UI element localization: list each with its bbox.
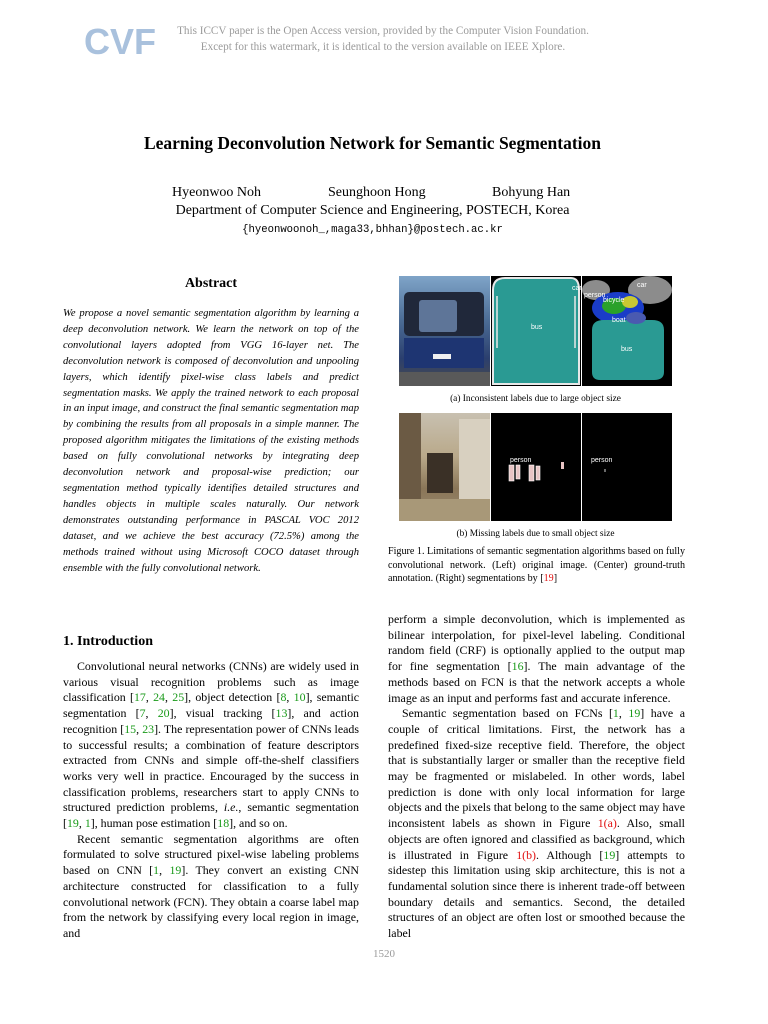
citation-link[interactable]: 24 [153, 690, 165, 705]
cvf-logo [82, 18, 156, 62]
figure-subcaption-b: (b) Missing labels due to small object size [456, 529, 615, 539]
citation-link[interactable]: 19 [169, 863, 182, 878]
citation-link[interactable]: 19 [628, 706, 641, 721]
segment-label: person [591, 457, 613, 464]
segment-label: car [637, 282, 647, 289]
citation-link[interactable]: 10 [293, 690, 306, 705]
citation-link[interactable]: 13 [275, 706, 288, 721]
bus-ground-truth-image [491, 276, 581, 386]
segment-label: person [510, 457, 532, 464]
bus-original-image [399, 276, 490, 386]
affiliation: Department of Computer Science and Engineering, POSTECH, Korea [175, 203, 570, 218]
segment-label: bus [621, 346, 633, 353]
abstract-body: We propose a novel semantic segmentation algorithm by learning a deep deconvolution network. We learn the network on top of the convolutional layers adopted from VGG 16-layer net. The deconvolution network is composed of deconvolution and unpooling layers, which identify pixel-wise class labels and predict segmentation masks. We apply the trained network to each proposal in an input image, and construct the final semantic segmentation map by combining the results from all proposals in a simple manner. The proposed algorithm mitigates the limitations of the existing methods based on fully convolutional networks by integrating deep deconvolution network and proposal-wise prediction; our segmentation method typically identifies detailed structures and handles objects in multiple scales naturally. Our network demonstrates outstanding performance in PASCAL VOC 2012 dataset, and we achieve the best accuracy (72.5%) among the methods trained without using Microsoft COCO dataset through ensemble with the fully convolutional network. [63, 308, 359, 574]
citation-link[interactable]: 18 [217, 816, 230, 831]
figure-caption: Figure 1. Limitations of semantic segmentation algorithms based on fully convolutional network. (Left) original image. (Center) ground-truth annotation. (Right) segmentations by [19] [388, 546, 685, 585]
author-name: Hyeonwoo Noh [172, 185, 262, 200]
figure-reference-link[interactable]: 1(b) [516, 847, 536, 862]
street-original-image [399, 413, 490, 521]
intro-paragraph: Convolutional neural networks (CNNs) are widely used in various visual recognition problems such as image classification [17, 24, 25], object detection [8, 10], semantic segmentation [7, 20], visual tracking [13], and action recognition [15, 23]. The representation power of CNNs leads to successful results; a combination of feature descriptors extracted from CNNs and simple off-the-shelf classifiers works very well in practice. Encouraged by the success in classification problems, researchers start to apply CNNs to structured prediction problems, i.e., semantic segmentation [19, 1], human pose estimation [18], and so on. [63, 659, 360, 831]
author-name: Bohyung Han [492, 185, 571, 200]
citation-link[interactable]: 1 [153, 863, 160, 878]
citation-link[interactable]: 1 [84, 816, 91, 831]
figure-reference-link[interactable]: 1(a) [597, 816, 617, 831]
segment-label: car [572, 285, 582, 292]
intro-paragraph: Semantic segmentation based on FCNs [1, 19] have a couple of critical limitations. First, the network has a predefined fixed-size receptive field. Therefore, the object that is substantially larger or smaller than the receptive field may be fragmented or mislabeled. In other words, label prediction is done with only local information for large objects and the pixels that belong to the same object may have inconsistent labels as shown in Figure 1(a). Also, small objects are often ignored and classified as background, which is illustrated in Figure 1(b). Although [19] attempts to sidestep this limitation using skip architecture, this is not a fundamental solution since there is inherent trade-off between boundary details and semantics. Second, the detailed structures of an object are often lost or smoothed because the label [388, 706, 685, 941]
watermark-line-2: Except for this watermark, it is identical to the version available on IEEE Xplore. [200, 41, 566, 53]
intro-right-column [388, 612, 685, 942]
citation-link[interactable]: 25 [172, 690, 185, 705]
intro-paragraph: perform a simple deconvolution, which is implemented as bilinear interpolation, for pixel-level labeling. Conditional random field (CRF) is optionally applied to the output map for fine segmentation [16]. The main advantage of the methods based on FCN is that the network accepts a whole image as an input and performs fast and accurate inference. [388, 612, 685, 705]
citation-link[interactable]: 1 [612, 706, 619, 721]
email-addresses: {hyeonwoonoh_,maga33,bhhan}@postech.ac.kr [242, 224, 503, 236]
citation-link[interactable]: 20 [157, 706, 170, 721]
author-list [0, 185, 745, 203]
citation-link[interactable]: 19 [543, 573, 554, 585]
segment-label: boat [612, 317, 626, 324]
citation-link[interactable]: 8 [280, 690, 287, 705]
abstract-heading: Abstract [184, 276, 238, 291]
street-fcn-segmentation-image [582, 413, 672, 521]
open-access-watermark [150, 23, 616, 55]
citation-link[interactable]: 23 [142, 721, 155, 736]
citation-link[interactable]: 19 [603, 847, 616, 862]
citation-link[interactable]: 19 [66, 816, 79, 831]
svg-text:CVF: CVF [84, 21, 156, 62]
page-number: 1520 [373, 948, 395, 960]
watermark-line-1: This ICCV paper is the Open Access version, provided by the Computer Vision Foundation. [177, 25, 589, 37]
intro-paragraph: Recent semantic segmentation algorithms are often formulated to solve structured pixel-wise labeling problems based on CNN [1, 19]. They convert an existing CNN architecture constructed for classification to a fully convolutional network (FCN). They obtain a coarse label map from the network by classifying every local region in image, and [63, 831, 360, 940]
intro-left-column [63, 659, 359, 942]
section-heading-introduction: 1. Introduction [63, 634, 153, 649]
citation-link[interactable]: 16 [511, 659, 524, 674]
segment-label: bicycle [603, 297, 625, 304]
citation-link[interactable]: 17 [133, 690, 146, 705]
street-ground-truth-image [491, 413, 581, 521]
segment-label: person [584, 292, 606, 299]
segment-label: bus [531, 324, 543, 331]
paper-title: Learning Deconvolution Network for Semantic Segmentation [143, 133, 602, 153]
figure-subcaption-a: (a) Inconsistent labels due to large object size [450, 394, 621, 404]
citation-link[interactable]: 7 [139, 706, 146, 721]
citation-link[interactable]: 15 [124, 721, 137, 736]
author-name: Seunghoon Hong [328, 185, 426, 200]
